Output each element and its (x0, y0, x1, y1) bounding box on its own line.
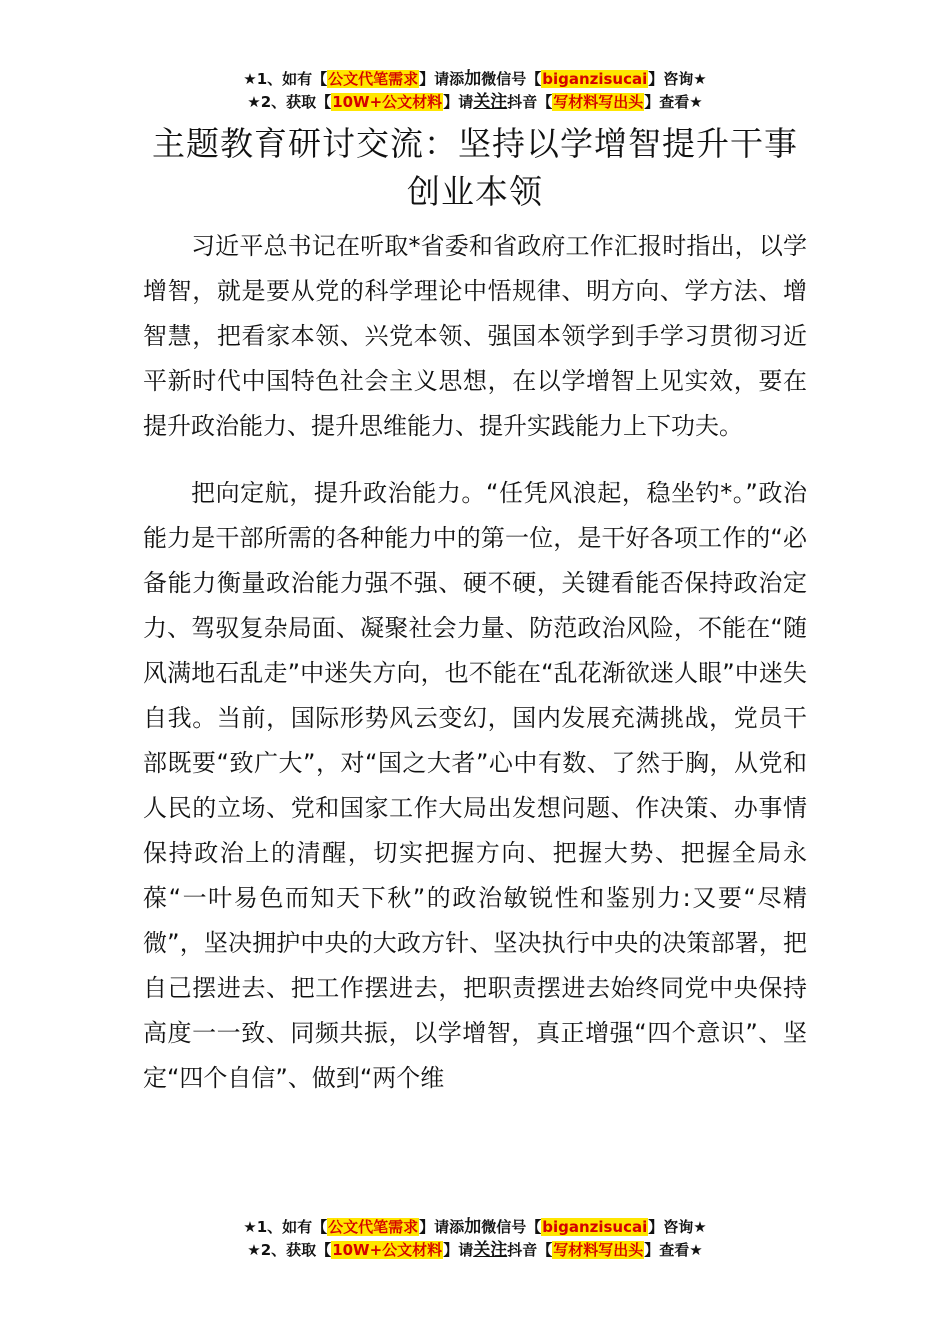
banner-douyin-id: 写材料写出头 (553, 1241, 644, 1259)
document-title: 主题教育研讨交流：坚持以学增智提升干事创业本领 (152, 124, 798, 211)
banner-highlight: 10W+公文材料 (332, 1241, 443, 1259)
banner-highlight: 公文代笔需求 (328, 1218, 419, 1236)
paragraph: 把向定航，提升政治能力。“任凭风浪起，稳坐钓*。”政治能力是干部所需的各种能力中的第一位，是干好各项工作的“必备能力衡量政治能力强不强、硬不硬，关键看能否保持政治定力、驾驭复杂局面、凝聚社会力量、防范政治风险，不能在“随风满地石乱走”中迷失方向，也不能在“乱花渐欲迷人眼”中迷失自我。当前，国际形势风云变幻，国内发展充满挑战，党员干部既要“致广大”，对“国之大者”心中有数、了然于胸，从党和人民的立场、党和国家工作大局出发想问题、作决策、办事情保持政治上的清醒，切实把握方向、把握大势、把握全局永葆“一叶易色而知天下秋”的政治敏锐性和鉴别力:又要“尽精微”，坚决拥护中央的大政方针、坚决执行中央的决策部署，把自己摆进去、把工作摆进去，把职责摆进去始终同党中央保持高度一一致、同频共振，以学增智，真正增强“四个意识”、坚定“四个自信”、做到“两个维 (143, 479, 807, 1092)
banner-highlight: 10W+公文材料 (332, 93, 443, 111)
banner-douyin-id: 写材料写出头 (553, 93, 644, 111)
banner-highlight: 公文代笔需求 (328, 70, 419, 88)
banner-line-1: ★1、如有【公文代笔需求】请添加微信号【biganzisucai】咨询★ (243, 1217, 707, 1237)
banner-wechat-id: biganzisucai (542, 1218, 648, 1236)
banner-line-2: ★2、获取【10W+公文材料】请关注抖音【写材料写出头】查看★ (247, 92, 703, 112)
header-banner (0, 68, 950, 114)
document-body (143, 224, 807, 1101)
banner-line-1: ★1、如有【公文代笔需求】请添加微信号【biganzisucai】咨询★ (243, 69, 707, 89)
paragraph: 习近平总书记在听取*省委和省政府工作汇报时指出，以学增智，就是要从党的科学理论中悟规律、明方向、学方法、增智慧，把看家本领、兴党本领、强国本领学到手学习贯彻习近平新时代中国特色社会主义思想，在以学增智上见实效，要在提升政治能力、提升思维能力、提升实践能力上下功夫。 (143, 232, 807, 440)
banner-line-2: ★2、获取【10W+公文材料】请关注抖音【写材料写出头】查看★ (247, 1240, 703, 1260)
footer-banner (0, 1216, 950, 1262)
banner-wechat-id: biganzisucai (542, 70, 648, 88)
